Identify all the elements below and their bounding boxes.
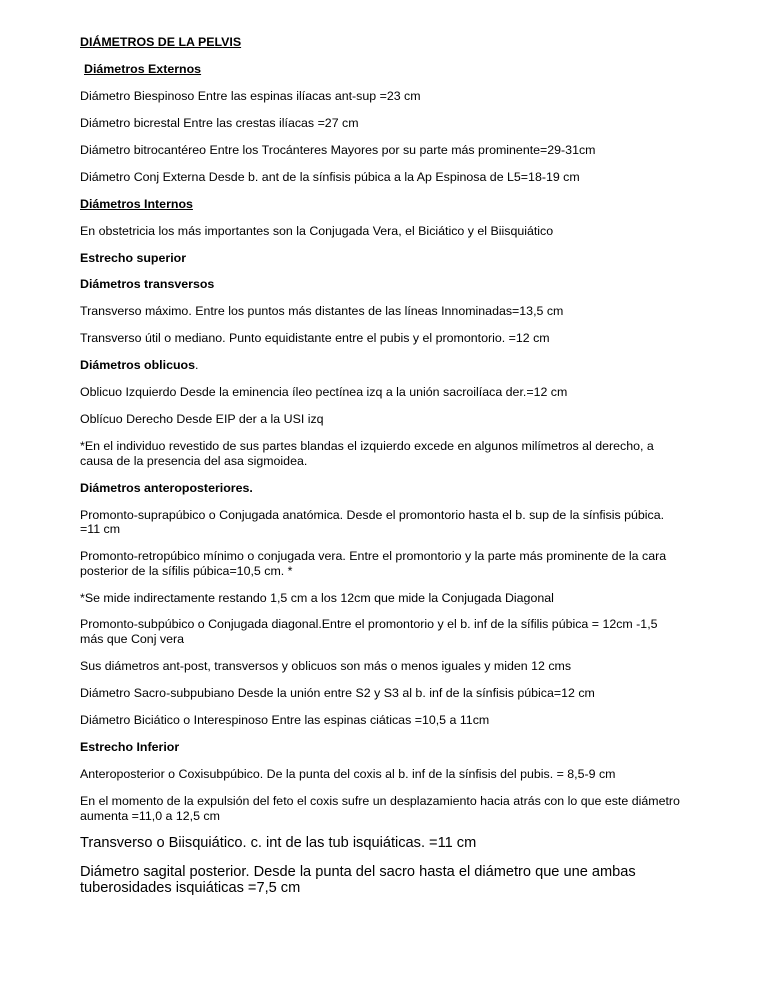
external-line: Diámetro Conj Externa Desde b. ant de la sínfisis púbica a la Ap Espinosa de L5=18-19 cm — [80, 170, 580, 184]
lower-line-large: Transverso o Biisquiático. c. int de las tub isquiáticas. =11 cm — [80, 835, 477, 851]
lower-line: Anteroposterior o Coxisubpúbico. De la punta del coxis al b. inf de la sínfisis del pubis. = 8,5-9 cm — [80, 767, 616, 781]
lower-line-large-cont: tuberosidades isquiáticas =7,5 cm — [80, 880, 301, 896]
lower-line-cont: aumenta =11,0 a 12,5 cm — [80, 809, 220, 823]
ap-note: *Se mide indirectamente restando 1,5 cm a los 12cm que mide la Conjugada Diagonal — [80, 591, 554, 605]
ap-line: Promonto-suprapúbico o Conjugada anatómica. Desde el promontorio hasta el b. sup de la sínfisis púbica. — [80, 508, 665, 522]
transverse-heading: Diámetros transversos — [80, 277, 215, 291]
external-heading: Diámetros Externos — [84, 62, 202, 76]
internal-intro: En obstetricia los más importantes son la Conjugada Vera, el Biciático y el Biisquiático — [80, 224, 554, 238]
ap-line-cont: posterior de la sífilis púbica=10,5 cm. * — [80, 564, 293, 578]
oblique-line: Oblícuo Derecho Desde EIP der a la USI izq — [80, 412, 324, 426]
lower-line: En el momento de la expulsión del feto el coxis sufre un desplazamiento hacia atrás con lo que este diámetro — [80, 794, 680, 808]
oblique-heading — [80, 358, 198, 372]
oblique-heading-period: . — [194, 358, 199, 372]
sacro-line: Diámetro Sacro-subpubiano Desde la unión entre S2 y S3 al b. inf de la sínfisis púbica=12 cm — [80, 686, 595, 700]
summary-line: Sus diámetros ant-post, transversos y oblicuos son más o menos iguales y miden 12 cms — [80, 659, 572, 673]
external-line: Diámetro bitrocantéreo Entre los Trocánteres Mayores por su parte más prominente=29-31cm — [80, 143, 596, 157]
ap-line-cont: más que Conj vera — [80, 632, 184, 646]
doc-title: DIÁMETROS DE LA PELVIS — [80, 35, 242, 49]
ap-heading: Diámetros anteroposteriores. — [80, 481, 253, 495]
transverse-line: Transverso útil o mediano. Punto equidistante entre el pubis y el promontorio. =12 cm — [80, 331, 550, 345]
upper-strait-heading: Estrecho superior — [80, 251, 187, 265]
ap-line-cont: =11 cm — [80, 522, 121, 536]
external-line: Diámetro Biespinoso Entre las espinas ilíacas ant-sup =23 cm — [80, 89, 421, 103]
internal-heading: Diámetros Internos — [80, 197, 193, 211]
ap-line: Promonto-retropúbico mínimo o conjugada vera. Entre el promontorio y la parte más prominente de la cara — [80, 549, 667, 563]
biciatico-line: Diámetro Biciático o Interespinoso Entre las espinas ciáticas =10,5 a 11cm — [80, 713, 490, 727]
oblique-line: Oblicuo Izquierdo Desde la eminencia íleo pectínea izq a la unión sacroilíaca der.=12 cm — [80, 385, 568, 399]
ap-line: Promonto-subpúbico o Conjugada diagonal.Entre el promontorio y el b. inf de la sífilis púbica = 12cm -1,5 — [80, 617, 658, 631]
external-line: Diámetro bicrestal Entre las crestas ilíacas =27 cm — [80, 116, 359, 130]
oblique-note: *En el individuo revestido de sus partes blandas el izquierdo excede en algunos milímetros al derecho, a — [80, 439, 654, 453]
lower-strait-heading: Estrecho Inferior — [80, 740, 180, 754]
lower-line-large: Diámetro sagital posterior. Desde la punta del sacro hasta el diámetro que une ambas — [80, 864, 636, 880]
transverse-line: Transverso máximo. Entre los puntos más distantes de las líneas Innominadas=13,5 cm — [80, 304, 564, 318]
oblique-heading-text: Diámetros oblicuos — [80, 358, 195, 372]
oblique-note-cont: causa de la presencia del asa sigmoidea. — [80, 454, 308, 468]
